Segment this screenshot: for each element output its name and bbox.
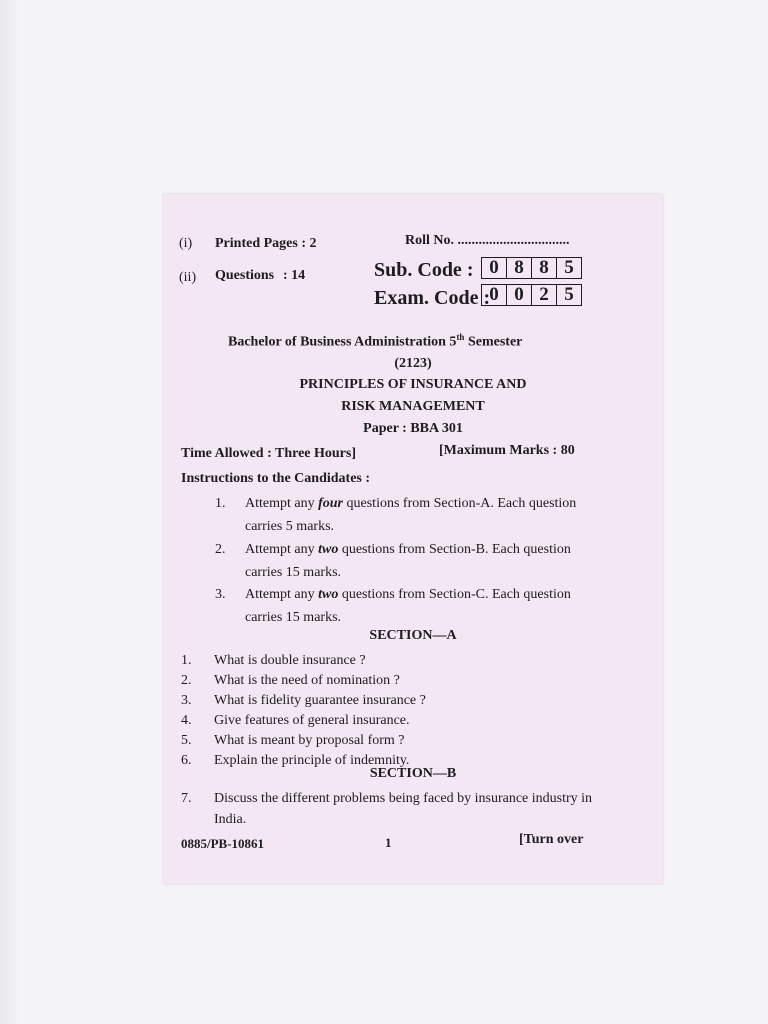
exam-code-digit: 0 — [489, 284, 499, 305]
section-b-heading: SECTION—B — [369, 766, 457, 781]
question-number: 4. — [181, 713, 192, 728]
instruction-number: 2. — [215, 542, 226, 557]
instruction-number: 1. — [215, 496, 226, 511]
question-number: 1. — [181, 653, 192, 668]
question-text: Give features of general insurance. — [214, 713, 410, 728]
sub-code-digit: 8 — [531, 258, 556, 278]
sub-code-label: Sub. Code : — [374, 259, 474, 281]
exam-code-label: Exam. Code : — [374, 287, 491, 309]
question-number: 2. — [181, 673, 192, 688]
question-text: What is double insurance ? — [214, 653, 366, 668]
question-number: 3. — [181, 693, 192, 708]
maximum-marks: [Maximum Marks : 80 — [439, 443, 575, 458]
section-a-heading: SECTION—A — [369, 628, 457, 643]
questions-count: : 14 — [283, 268, 306, 283]
course-title-line2: RISK MANAGEMENT — [341, 399, 485, 414]
question-text: Explain the principle of indemnity. — [214, 753, 410, 768]
questions-label: Questions — [215, 268, 275, 283]
program-name: Bachelor of Business Administration 5th Semester — [228, 332, 523, 350]
printed-pages-index: (i) — [179, 236, 193, 251]
exam-code-digit: 5 — [556, 285, 581, 305]
question-text: What is the need of nomination ? — [214, 673, 400, 688]
instruction-number: 3. — [215, 587, 226, 602]
sub-code-digit: 8 — [506, 258, 531, 278]
instruction-text: Attempt any four questions from Section-A. Each question carries 5 marks. — [245, 496, 577, 534]
time-allowed: Time Allowed : Three Hours] — [181, 446, 356, 461]
turn-over-note: [Turn over — [519, 832, 584, 847]
paper-code: Paper : BBA 301 — [363, 421, 463, 436]
sub-code-digit: 5 — [556, 258, 581, 278]
question-number: 6. — [181, 753, 192, 768]
questions-index: (ii) — [179, 270, 197, 285]
question-number: 5. — [181, 733, 192, 748]
sub-code-box — [481, 257, 582, 279]
instruction-text: Attempt any two questions from Section-C. Each question carries 15 marks. — [245, 587, 571, 625]
instruction-text: Attempt any two questions from Section-B. Each question carries 15 marks. — [245, 542, 571, 580]
scan-edge — [0, 0, 22, 1024]
question-number: 7. — [181, 791, 192, 806]
exam-code-box — [481, 284, 582, 306]
question-text: What is fidelity guarantee insurance ? — [214, 693, 426, 708]
exam-code-digit: 0 — [506, 285, 531, 305]
exam-code-digit: 2 — [531, 285, 556, 305]
footer-paper-code: 0885/PB-10861 — [181, 836, 265, 851]
sub-code-digit: 0 — [489, 257, 499, 278]
printed-pages-label: Printed Pages : 2 — [215, 236, 317, 251]
course-title-line1: PRINCIPLES OF INSURANCE AND — [299, 377, 527, 392]
page-number: 1 — [385, 835, 392, 850]
roll-no-field: Roll No. ................................ — [405, 233, 570, 248]
exam-paper-page — [163, 194, 663, 884]
instructions-heading: Instructions to the Candidates : — [181, 471, 371, 486]
question-text: What is meant by proposal form ? — [214, 733, 405, 748]
question-text: Discuss the different problems being faced by insurance industry in India. — [214, 791, 593, 827]
course-code: (2123) — [394, 356, 432, 371]
